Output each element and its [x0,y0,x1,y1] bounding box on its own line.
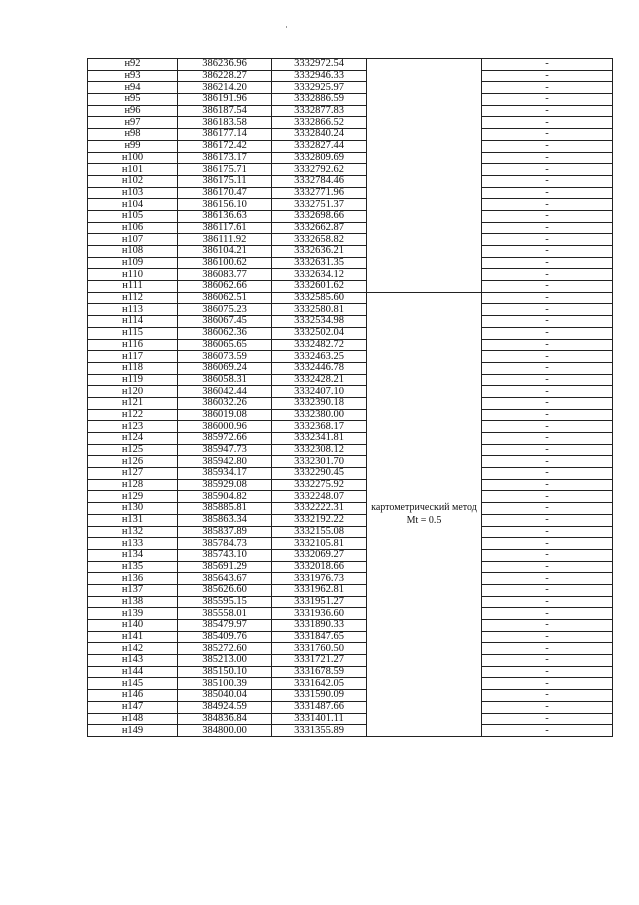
point-id-cell: н95 [88,94,178,106]
y-coordinate-cell: 3332751.37 [272,199,367,211]
note-cell: - [482,596,613,608]
y-coordinate-cell: 3332585.60 [272,292,367,304]
point-id-cell: н93 [88,70,178,82]
y-coordinate-cell: 3332446.78 [272,362,367,374]
x-coordinate-cell: 385100.39 [178,678,272,690]
y-coordinate-cell: 3332698.66 [272,210,367,222]
table-row [88,386,613,398]
point-id-cell: н130 [88,503,178,515]
table-row [88,187,613,199]
x-coordinate-cell: 386170.47 [178,187,272,199]
x-coordinate-cell: 386156.10 [178,199,272,211]
note-cell: - [482,362,613,374]
note-cell: - [482,292,613,304]
point-id-cell: н126 [88,456,178,468]
table-row [88,666,613,678]
note-cell: - [482,246,613,258]
table-row [88,678,613,690]
x-coordinate-cell: 385643.67 [178,573,272,585]
y-coordinate-cell: 3332380.00 [272,409,367,421]
note-cell: - [482,538,613,550]
y-coordinate-cell: 3331962.81 [272,584,367,596]
y-coordinate-cell: 3332275.92 [272,479,367,491]
point-id-cell: н96 [88,105,178,117]
y-coordinate-cell: 3332290.45 [272,468,367,480]
note-cell: - [482,620,613,632]
x-coordinate-cell: 386104.21 [178,246,272,258]
y-coordinate-cell: 3331487.66 [272,701,367,713]
point-id-cell: н143 [88,655,178,667]
table-row [88,549,613,561]
point-id-cell: н139 [88,608,178,620]
x-coordinate-cell: 385691.29 [178,561,272,573]
y-coordinate-cell: 3331401.11 [272,713,367,725]
y-coordinate-cell: 3332069.27 [272,549,367,561]
x-coordinate-cell: 386111.92 [178,234,272,246]
x-coordinate-cell: 385947.73 [178,444,272,456]
x-coordinate-cell: 385837.89 [178,526,272,538]
y-coordinate-cell: 3332658.82 [272,234,367,246]
y-coordinate-cell: 3332631.35 [272,257,367,269]
x-coordinate-cell: 386019.08 [178,409,272,421]
point-id-cell: н119 [88,374,178,386]
table-row [88,327,613,339]
x-coordinate-cell: 386100.62 [178,257,272,269]
x-coordinate-cell: 386187.54 [178,105,272,117]
point-id-cell: н102 [88,175,178,187]
x-coordinate-cell: 386073.59 [178,351,272,363]
point-id-cell: н141 [88,631,178,643]
table-row [88,94,613,106]
x-coordinate-cell: 386065.65 [178,339,272,351]
page-mark [286,26,287,28]
point-id-cell: н114 [88,316,178,328]
note-cell: - [482,129,613,141]
table-row [88,210,613,222]
y-coordinate-cell: 3332192.22 [272,514,367,526]
note-cell: - [482,304,613,316]
note-cell: - [482,608,613,620]
table-row [88,257,613,269]
y-coordinate-cell: 3332784.46 [272,175,367,187]
y-coordinate-cell: 3332105.81 [272,538,367,550]
point-id-cell: н145 [88,678,178,690]
note-cell: - [482,234,613,246]
point-id-cell: н140 [88,620,178,632]
note-cell: - [482,140,613,152]
y-coordinate-cell: 3332248.07 [272,491,367,503]
x-coordinate-cell: 384924.59 [178,701,272,713]
y-coordinate-cell: 3331355.89 [272,725,367,737]
table-row [88,444,613,456]
x-coordinate-cell: 385885.81 [178,503,272,515]
note-cell: - [482,690,613,702]
table-row [88,351,613,363]
table-row [88,234,613,246]
y-coordinate-cell: 3332341.81 [272,433,367,445]
point-id-cell: н131 [88,514,178,526]
y-coordinate-cell: 3332018.66 [272,561,367,573]
table-row [88,281,613,293]
x-coordinate-cell: 386058.31 [178,374,272,386]
note-cell: - [482,374,613,386]
table-row [88,468,613,480]
y-coordinate-cell: 3332877.83 [272,105,367,117]
y-coordinate-cell: 3331890.33 [272,620,367,632]
table-row [88,503,613,515]
table-row [88,397,613,409]
note-cell: - [482,701,613,713]
note-cell: - [482,526,613,538]
table-row [88,117,613,129]
y-coordinate-cell: 3332222.31 [272,503,367,515]
table-row [88,655,613,667]
table-row [88,573,613,585]
y-coordinate-cell: 3332925.97 [272,82,367,94]
note-cell: - [482,643,613,655]
note-cell: - [482,59,613,71]
table-row [88,222,613,234]
y-coordinate-cell: 3331760.50 [272,643,367,655]
note-cell: - [482,187,613,199]
y-coordinate-cell: 3331847.65 [272,631,367,643]
table-row [88,339,613,351]
x-coordinate-cell: 385929.08 [178,479,272,491]
x-coordinate-cell: 385595.15 [178,596,272,608]
y-coordinate-cell: 3332502.04 [272,327,367,339]
y-coordinate-cell: 3332946.33 [272,70,367,82]
point-id-cell: н127 [88,468,178,480]
x-coordinate-cell: 385972.66 [178,433,272,445]
x-coordinate-cell: 386175.11 [178,175,272,187]
point-id-cell: н125 [88,444,178,456]
note-cell: - [482,281,613,293]
note-cell: - [482,351,613,363]
x-coordinate-cell: 386117.61 [178,222,272,234]
note-cell: - [482,561,613,573]
x-coordinate-cell: 384836.84 [178,713,272,725]
note-cell: - [482,409,613,421]
x-coordinate-cell: 385942.80 [178,456,272,468]
point-id-cell: н103 [88,187,178,199]
table-row [88,292,613,304]
point-id-cell: н99 [88,140,178,152]
x-coordinate-cell: 386172.42 [178,140,272,152]
note-cell: - [482,257,613,269]
x-coordinate-cell: 386062.36 [178,327,272,339]
x-coordinate-cell: 386069.24 [178,362,272,374]
y-coordinate-cell: 3332482.72 [272,339,367,351]
y-coordinate-cell: 3332840.24 [272,129,367,141]
table-row [88,690,613,702]
point-id-cell: н120 [88,386,178,398]
note-cell: - [482,175,613,187]
x-coordinate-cell: 385784.73 [178,538,272,550]
point-id-cell: н104 [88,199,178,211]
y-coordinate-cell: 3331678.59 [272,666,367,678]
y-coordinate-cell: 3332463.25 [272,351,367,363]
note-cell: - [482,491,613,503]
y-coordinate-cell: 3332634.12 [272,269,367,281]
note-cell: - [482,456,613,468]
y-coordinate-cell: 3332827.44 [272,140,367,152]
x-coordinate-cell: 385272.60 [178,643,272,655]
note-cell: - [482,666,613,678]
x-coordinate-cell: 386032.26 [178,397,272,409]
y-coordinate-cell: 3332390.18 [272,397,367,409]
table-row [88,561,613,573]
x-coordinate-cell: 386075.23 [178,304,272,316]
y-coordinate-cell: 3332534.98 [272,316,367,328]
point-id-cell: н123 [88,421,178,433]
note-cell: - [482,549,613,561]
table-row [88,164,613,176]
point-id-cell: н118 [88,362,178,374]
x-coordinate-cell: 386062.66 [178,281,272,293]
x-coordinate-cell: 386083.77 [178,269,272,281]
table-row [88,620,613,632]
note-cell: - [482,584,613,596]
note-cell: - [482,444,613,456]
note-cell: - [482,655,613,667]
table-row [88,526,613,538]
table-row [88,70,613,82]
point-id-cell: н133 [88,538,178,550]
table-row [88,584,613,596]
point-id-cell: н113 [88,304,178,316]
table-row [88,105,613,117]
table-row [88,456,613,468]
point-id-cell: н138 [88,596,178,608]
note-cell: - [482,631,613,643]
note-cell: - [482,105,613,117]
note-cell: - [482,117,613,129]
point-id-cell: н92 [88,59,178,71]
note-cell: - [482,503,613,515]
x-coordinate-cell: 386173.17 [178,152,272,164]
note-cell: - [482,725,613,737]
table-row [88,152,613,164]
table-row [88,713,613,725]
x-coordinate-cell: 386062.51 [178,292,272,304]
x-coordinate-cell: 385743.10 [178,549,272,561]
note-cell: - [482,468,613,480]
point-id-cell: н101 [88,164,178,176]
table-row [88,514,613,526]
point-id-cell: н148 [88,713,178,725]
x-coordinate-cell: 386183.58 [178,117,272,129]
y-coordinate-cell: 3332972.54 [272,59,367,71]
table-row [88,421,613,433]
point-id-cell: н115 [88,327,178,339]
y-coordinate-cell: 3332308.12 [272,444,367,456]
coordinates-table-body [88,59,613,737]
point-id-cell: н116 [88,339,178,351]
table-row [88,374,613,386]
note-cell: - [482,164,613,176]
y-coordinate-cell: 3332809.69 [272,152,367,164]
point-id-cell: н132 [88,526,178,538]
y-coordinate-cell: 3331936.60 [272,608,367,620]
y-coordinate-cell: 3332886.59 [272,94,367,106]
point-id-cell: н146 [88,690,178,702]
x-coordinate-cell: 385558.01 [178,608,272,620]
y-coordinate-cell: 3332301.70 [272,456,367,468]
x-coordinate-cell: 385040.04 [178,690,272,702]
y-coordinate-cell: 3332636.21 [272,246,367,258]
point-id-cell: н149 [88,725,178,737]
x-coordinate-cell: 386228.27 [178,70,272,82]
note-cell: - [482,713,613,725]
x-coordinate-cell: 386191.96 [178,94,272,106]
table-row [88,409,613,421]
note-cell: - [482,397,613,409]
point-id-cell: н110 [88,269,178,281]
note-cell: - [482,339,613,351]
y-coordinate-cell: 3332792.62 [272,164,367,176]
table-row [88,608,613,620]
note-cell: - [482,269,613,281]
point-id-cell: н136 [88,573,178,585]
note-cell: - [482,678,613,690]
x-coordinate-cell: 386177.14 [178,129,272,141]
table-row [88,199,613,211]
y-coordinate-cell: 3332866.52 [272,117,367,129]
note-cell: - [482,82,613,94]
x-coordinate-cell: 385409.76 [178,631,272,643]
x-coordinate-cell: 385863.34 [178,514,272,526]
point-id-cell: н106 [88,222,178,234]
table-row [88,596,613,608]
point-id-cell: н135 [88,561,178,573]
y-coordinate-cell: 3332580.81 [272,304,367,316]
x-coordinate-cell: 386067.45 [178,316,272,328]
table-row [88,175,613,187]
table-row [88,491,613,503]
note-cell: - [482,433,613,445]
table-row [88,631,613,643]
point-id-cell: н105 [88,210,178,222]
coordinates-table [87,58,613,737]
x-coordinate-cell: 385213.00 [178,655,272,667]
table-row [88,269,613,281]
x-coordinate-cell: 385150.10 [178,666,272,678]
point-id-cell: н94 [88,82,178,94]
point-id-cell: н111 [88,281,178,293]
point-id-cell: н128 [88,479,178,491]
note-cell: - [482,70,613,82]
y-coordinate-cell: 3331976.73 [272,573,367,585]
table-row [88,82,613,94]
note-cell: - [482,514,613,526]
note-cell: - [482,386,613,398]
note-cell: - [482,327,613,339]
y-coordinate-cell: 3331642.05 [272,678,367,690]
table-row [88,701,613,713]
point-id-cell: н112 [88,292,178,304]
note-cell: - [482,421,613,433]
method-cell [367,59,482,293]
y-coordinate-cell: 3332662.87 [272,222,367,234]
x-coordinate-cell: 386236.96 [178,59,272,71]
point-id-cell: н121 [88,397,178,409]
table-row [88,59,613,71]
x-coordinate-cell: 386042.44 [178,386,272,398]
method-cell: картометрический метод Mt = 0.5 [367,292,482,736]
x-coordinate-cell: 386000.96 [178,421,272,433]
point-id-cell: н109 [88,257,178,269]
table-row [88,538,613,550]
point-id-cell: н100 [88,152,178,164]
table-row [88,433,613,445]
x-coordinate-cell: 386175.71 [178,164,272,176]
table-row [88,304,613,316]
note-cell: - [482,152,613,164]
table-row [88,479,613,491]
x-coordinate-cell: 385904.82 [178,491,272,503]
note-cell: - [482,316,613,328]
x-coordinate-cell: 386214.20 [178,82,272,94]
x-coordinate-cell: 386136.63 [178,210,272,222]
y-coordinate-cell: 3332428.21 [272,374,367,386]
point-id-cell: н142 [88,643,178,655]
table-row [88,140,613,152]
table-row [88,725,613,737]
x-coordinate-cell: 385934.17 [178,468,272,480]
table-row [88,643,613,655]
note-cell: - [482,94,613,106]
point-id-cell: н107 [88,234,178,246]
table-row [88,246,613,258]
point-id-cell: н97 [88,117,178,129]
point-id-cell: н144 [88,666,178,678]
point-id-cell: н117 [88,351,178,363]
note-cell: - [482,573,613,585]
point-id-cell: н124 [88,433,178,445]
point-id-cell: н122 [88,409,178,421]
table-row [88,129,613,141]
note-cell: - [482,199,613,211]
x-coordinate-cell: 385479.97 [178,620,272,632]
y-coordinate-cell: 3331590.09 [272,690,367,702]
point-id-cell: н134 [88,549,178,561]
point-id-cell: н98 [88,129,178,141]
y-coordinate-cell: 3332368.17 [272,421,367,433]
y-coordinate-cell: 3331721.27 [272,655,367,667]
y-coordinate-cell: 3332771.96 [272,187,367,199]
point-id-cell: н147 [88,701,178,713]
point-id-cell: н137 [88,584,178,596]
y-coordinate-cell: 3332155.08 [272,526,367,538]
point-id-cell: н129 [88,491,178,503]
point-id-cell: н108 [88,246,178,258]
note-cell: - [482,210,613,222]
note-cell: - [482,222,613,234]
y-coordinate-cell: 3331951.27 [272,596,367,608]
y-coordinate-cell: 3332407.10 [272,386,367,398]
x-coordinate-cell: 385626.60 [178,584,272,596]
x-coordinate-cell: 384800.00 [178,725,272,737]
y-coordinate-cell: 3332601.62 [272,281,367,293]
table-row [88,362,613,374]
table-row [88,316,613,328]
note-cell: - [482,479,613,491]
